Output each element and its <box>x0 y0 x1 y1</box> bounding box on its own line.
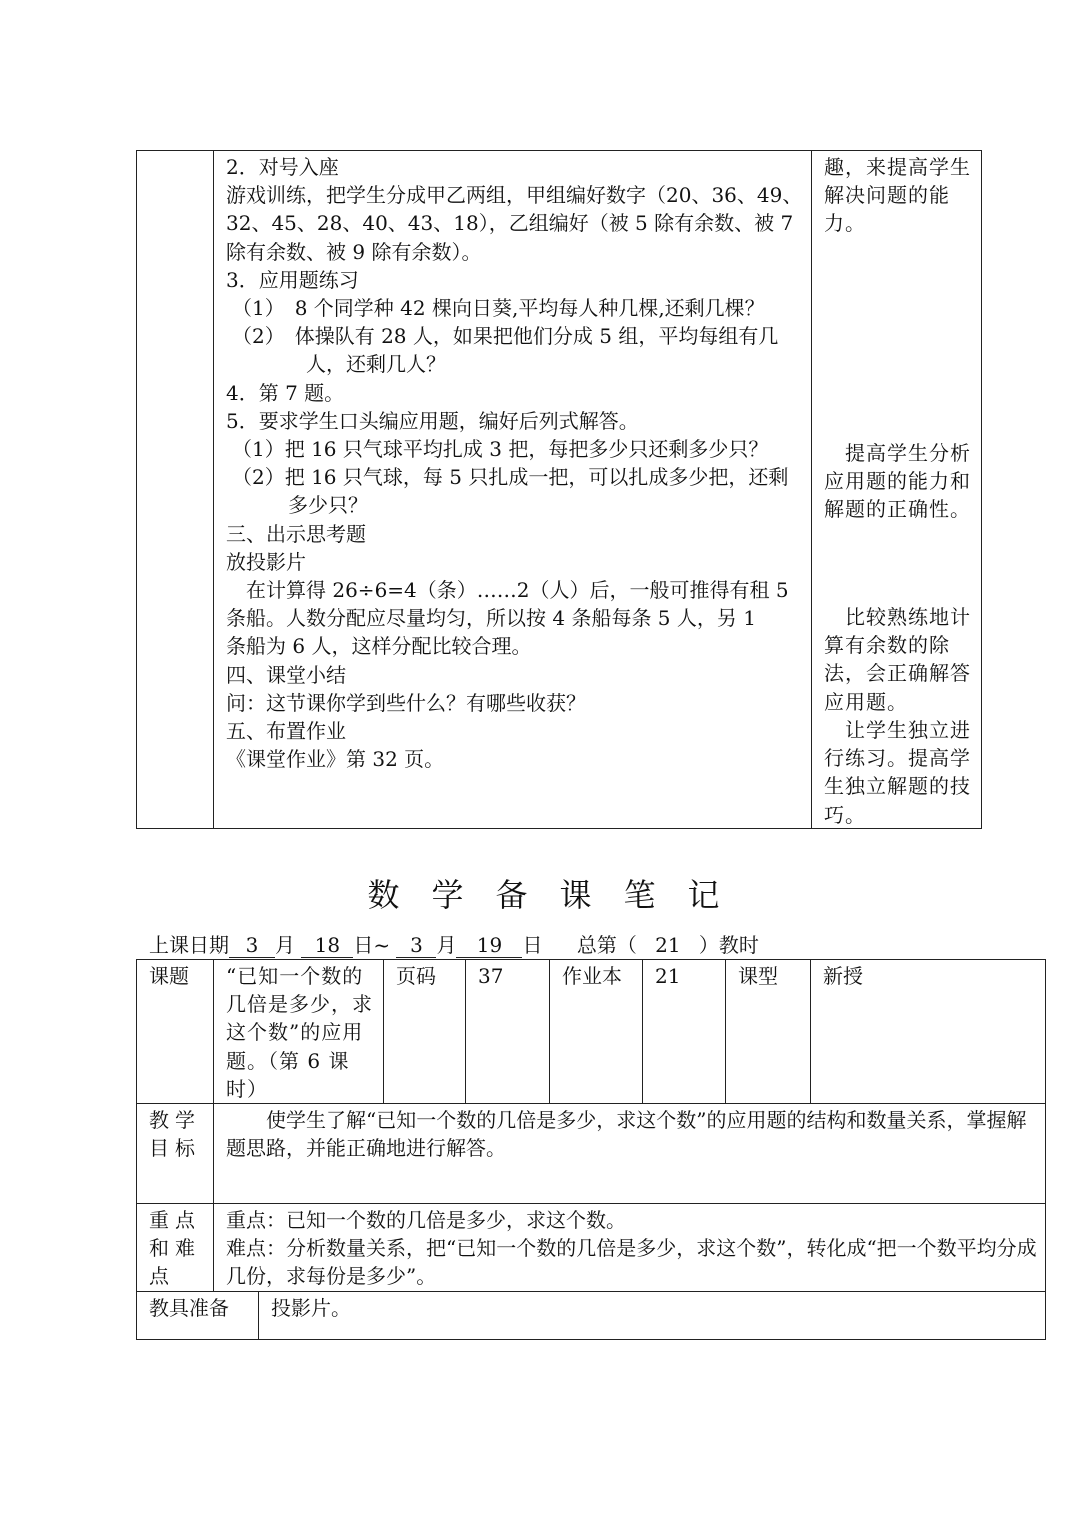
procedure-line: 四、课堂小结 <box>226 662 346 687</box>
key-difficulty-cell <box>214 1204 1046 1292</box>
key-point: 重点：已知一个数的几倍是多少，求这个数。 <box>226 1208 626 1233</box>
workbook-label: 作业本 <box>550 960 643 1104</box>
day-unit: 日 <box>522 933 543 957</box>
procedure-line: 在计算得 26÷6=4（条）……2（人）后，一般可推得有租 5 <box>226 578 789 603</box>
end-month: 3 <box>396 933 436 958</box>
month-unit: 月 <box>436 933 457 957</box>
day-range-unit: 日~ <box>353 933 391 957</box>
tools-value: 投影片。 <box>259 1291 1046 1339</box>
page-title: 数学备课笔记 <box>367 876 752 914</box>
lesson-plan-table <box>136 959 1046 1340</box>
tools-label: 教具准备 <box>137 1291 259 1339</box>
lesson-date-line <box>149 929 759 958</box>
difficulty-point: 难点：分析数量关系，把“已知一个数的几倍是多少，求这个数”，转化成“把一个数平均分成几份，求每份是多少”。 <box>226 1236 1037 1289</box>
page-label: 页码 <box>384 960 466 1104</box>
procedure-line: 游戏训练，把学生分成甲乙两组，甲组编好数字（20、36、49、 <box>226 183 803 208</box>
procedure-line: 《课堂作业》第 32 页。 <box>226 747 445 772</box>
start-day: 18 <box>301 933 353 958</box>
procedure-line: 4．第 7 题。 <box>226 380 345 405</box>
procedure-line: 三、出示思考题 <box>226 521 366 546</box>
topic-value: “已知一个数的几倍是多少，求这个数”的应用题。（第 6 课时） <box>214 960 384 1104</box>
purpose-notes-cell <box>812 151 982 829</box>
key-difficulty-label: 重点和难点 <box>137 1204 214 1292</box>
procedure-line: （1） 8 个同学种 42 棵向日葵,平均每人种几棵,还剩几棵？ <box>232 296 765 321</box>
total-prefix: 总第（ <box>576 933 637 957</box>
procedure-cell <box>214 151 812 829</box>
total-lesson-number: 21 <box>655 933 681 957</box>
procedure-line: 5．要求学生口头编应用题，编好后列式解答。 <box>226 408 639 433</box>
side-note: 比较熟练地计算有余数的除法，会正确解答应用题。 <box>824 605 971 714</box>
side-note: 让学生独立进行练习。提高学生独立解题的技巧。 <box>824 718 971 827</box>
month-unit: 月 <box>275 933 295 957</box>
procedure-line: （2） 体操队有 28 人，如果把他们分成 5 组，平均每组有几人，还剩几人？ <box>232 324 779 377</box>
goal-value: 使学生了解“已知一个数的几倍是多少，求这个数”的应用题的结构和数量关系，掌握解题思路，并能正确地进行解答。 <box>214 1104 1046 1204</box>
procedure-line: （2）把 16 只气球，每 5 只扎成一把，可以扎成多少把，还剩多少只？ <box>232 465 789 518</box>
procedure-line: 条船。人数分配应尽量均匀，所以按 4 条船每条 5 人，另 1 <box>226 606 756 631</box>
side-note: 趣，来提高学生解决问题的能力。 <box>824 155 971 236</box>
blank-left-column <box>137 151 214 829</box>
side-note: 提高学生分析应用题的能力和解题的正确性。 <box>824 441 971 522</box>
procedure-line: 五、布置作业 <box>226 719 346 744</box>
start-month: 3 <box>229 933 275 958</box>
procedure-line: 问：这节课你学到些什么？有哪些收获？ <box>226 690 586 715</box>
lesson-continuation-table <box>136 150 982 829</box>
date-label: 上课日期 <box>149 933 229 957</box>
procedure-line: 除有余数、被 9 除有余数）。 <box>226 239 482 264</box>
procedure-line: 条船为 6 人，这样分配比较合理。 <box>226 634 532 659</box>
goal-label: 教学目标 <box>137 1104 214 1204</box>
topic-label: 课题 <box>137 960 214 1104</box>
procedure-line: 放投影片 <box>226 549 306 574</box>
lesson-type-value: 新授 <box>811 960 1046 1104</box>
procedure-line: 2．对号入座 <box>226 155 339 179</box>
page-value: 37 <box>466 960 550 1104</box>
end-day: 19 <box>456 933 522 958</box>
workbook-value: 21 <box>643 960 726 1104</box>
procedure-line: （1）把 16 只气球平均扎成 3 把，每把多少只还剩多少只？ <box>232 437 769 462</box>
lesson-type-label: 课型 <box>726 960 811 1104</box>
procedure-line: 3．应用题练习 <box>226 267 359 292</box>
total-suffix: ）教时 <box>698 933 759 957</box>
procedure-line: 32、45、28、40、43、18），乙组编好（被 5 除有余数、被 7 <box>226 211 794 236</box>
